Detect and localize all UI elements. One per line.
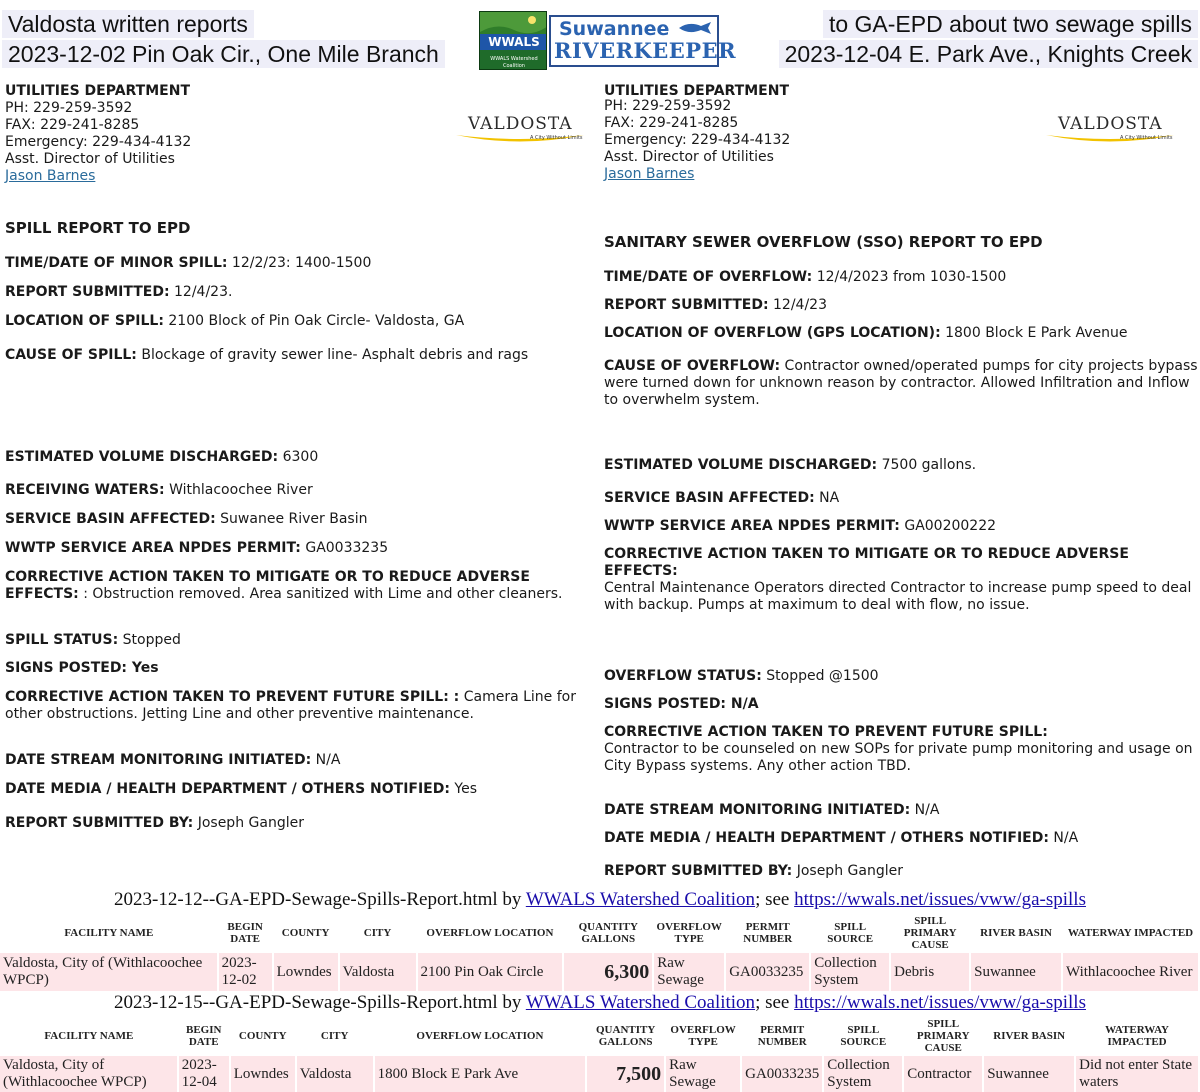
- overflow-type: Raw Sewage: [653, 953, 725, 991]
- monitoring-date: N/A: [910, 802, 940, 818]
- col-header: CITY: [339, 913, 417, 953]
- primary-cause: Contractor: [903, 1056, 983, 1092]
- spill-report-right: UTILITIES DEPARTMENT PH: 229-259-3592 FAX: 229-241-8285 Emergency: 229-434-4132 Asst. Director of Utilities Jason Barnes VALDOSTA A City Without Limits SANITARY SEWER OVERFLOW (SSO) REPORT TO EPD TIME/DATE OF OVERFLOW: 12/4/2023 from 1030-1500 REPORT SUBMITTED: 12/4/23 LOCATION OF OVERFLOW (GPS LOCATION): 1800 Block E Park Avenue CAUSE OF OVERFLOW: Contractor owned/operated pumps for city projects bypass were turned down for unknown reason by contractor. Allowed Infiltration and Inflow to overwhelm system. ESTIMATED VOLUME DISCHARGED: 7500 gallons. SERVICE BASIN AFFECTED: NA WWTP SERVICE AREA NPDES PERMIT: GA00200222 CORRECTIVE ACTION TAKEN TO MITIGATE OR TO REDUCE ADVERSE EFFECTS: Central Maintenance Operators directed Contractor to increase pump speed to deal with backup. Pumps at maximum to deal with flow, no issue. OVERFLOW STATUS: Stopped @1500 SIGNS POSTED: N/A CORRECTIVE ACTION TAKEN TO PREVENT FUTURE SPILL: Contractor to be counseled on new SOPs for private pump monitoring and usage on City Bypass systems. Any other action TBD. DATE STREAM MONITORING INITIATED: N/A DATE MEDIA / HEALTH DEPARTMENT / OTHERS NOTIFIED: N/A REPORT SUBMITTED BY: Joseph Gangler: [604, 83, 1198, 879]
- receiving-waters: Withlacoochee River: [164, 482, 313, 498]
- contact-role: Asst. Director of Utilities: [5, 151, 175, 167]
- col-header: QUANTITY GALLONS: [586, 1016, 665, 1056]
- header-left-line1: Valdosta written reports: [2, 10, 254, 38]
- col-header: CITY: [296, 1016, 374, 1056]
- permit-number: GA0033235: [741, 1056, 823, 1092]
- spill-table: [0, 913, 1200, 991]
- county: Lowndes: [230, 1056, 296, 1092]
- contact-link[interactable]: Jason Barnes: [5, 168, 96, 184]
- col-header: SPILL SOURCE: [810, 913, 890, 953]
- report-title: SPILL REPORT TO EPD: [5, 219, 191, 237]
- valdosta-logo: VALDOSTA A City Without Limits: [1046, 116, 1174, 152]
- quantity-gallons: 7,500: [586, 1056, 665, 1092]
- facility-name: Valdosta, City of (Withlacoochee WPCP): [0, 1056, 178, 1092]
- col-header: SPILL PRIMARY CAUSE: [890, 913, 970, 953]
- river-basin: Suwannee: [970, 953, 1062, 991]
- waterway-impacted: Did not enter State waters: [1075, 1056, 1199, 1092]
- media-notified: Yes: [449, 781, 478, 797]
- col-header: FACILITY NAME: [0, 913, 218, 953]
- volume-discharged: 7500 gallons.: [877, 457, 977, 473]
- fish-icon: [677, 21, 713, 35]
- col-header: WATERWAY IMPACTED: [1075, 1016, 1199, 1056]
- col-header: OVERFLOW LOCATION: [374, 1016, 587, 1056]
- col-header: OVERFLOW TYPE: [665, 1016, 741, 1056]
- overflow-status: Stopped @1500: [761, 668, 879, 684]
- col-header: WATERWAY IMPACTED: [1062, 913, 1199, 953]
- monitoring-date: N/A: [311, 752, 341, 768]
- phone: PH: 229-259-3592: [5, 100, 133, 116]
- spill-report-left: UTILITIES DEPARTMENT PH: 229-259-3592 FAX: 229-241-8285 Emergency: 229-434-4132 Asst. Director of Utilities Jason Barnes VALDOSTA A City Without Limits SPILL REPORT TO EPD TIME/DATE OF MINOR SPILL: 12/2/23: 1400-1500 REPORT SUBMITTED: 12/4/23. LOCATION OF SPILL: 2100 Block of Pin Oak Circle- Valdosta, GA CAUSE OF SPILL: Blockage of gravity sewer line- Asphalt debris and rags ESTIMATED VOLUME DISCHARGED: 6300 RECEIVING WATERS: Withlacoochee River SERVICE BASIN AFFECTED: Suwanee River Basin WWTP SERVICE AREA NPDES PERMIT: GA0033235 CORRECTIVE ACTION TAKEN TO MITIGATE OR TO REDUCE ADVERSE EFFECTS: : Obstruction removed. Area sanitized with Lime and other cleaners. SPILL STATUS: Stopped SIGNS POSTED: Yes CORRECTIVE ACTION TAKEN TO PREVENT FUTURE SPILL: : Camera Line for other obstructions. Jetting Line and other preventive maintenance. DATE STREAM MONITORING INITIATED: N/A DATE MEDIA / HEALTH DEPARTMENT / OTHERS NOTIFIED: Yes REPORT SUBMITTED BY: Joseph Gangler: [5, 83, 583, 831]
- ga-spills-link[interactable]: https://wwals.net/issues/vww/ga-spills: [794, 992, 1086, 1013]
- table-header-row: [0, 913, 1199, 953]
- spill-source: Collection System: [810, 953, 890, 991]
- submitted-date: 12/4/23.: [169, 284, 233, 300]
- npdes-permit: GA00200222: [899, 518, 997, 534]
- service-basin: NA: [814, 490, 840, 506]
- prevention-action: Camera Line for other obstructions. Jetting Line and other preventive maintenance.: [5, 689, 576, 722]
- col-header: SPILL SOURCE: [823, 1016, 903, 1056]
- table-header-row: [0, 1016, 1199, 1056]
- overflow-type: Raw Sewage: [665, 1056, 741, 1092]
- col-header: RIVER BASIN: [983, 1016, 1075, 1056]
- signs-posted: SIGNS POSTED: N/A: [604, 696, 759, 712]
- ga-spills-link[interactable]: https://wwals.net/issues/vww/ga-spills: [794, 889, 1086, 910]
- begin-date: 2023-12-02: [218, 953, 273, 991]
- mitigation-action: : Obstruction removed. Area sanitized with Lime and other cleaners.: [78, 586, 563, 602]
- wwals-link[interactable]: WWALS Watershed Coalition: [525, 992, 756, 1013]
- spill-time: 12/2/23: 1400-1500: [227, 255, 372, 271]
- waterway-impacted: Withlacoochee River: [1062, 953, 1199, 991]
- spill-status: Stopped: [118, 632, 181, 648]
- table-caption: 2023-12-15--GA-EPD-Sewage-Spills-Report.html by WWALS Watershed Coalition; see https://wwals.net/issues/vww/ga-spills: [114, 992, 1086, 1013]
- phone: PH: 229-259-3592: [604, 98, 732, 114]
- media-notified: N/A: [1048, 830, 1079, 846]
- quantity-gallons: 6,300: [563, 953, 653, 991]
- spill-source: Collection System: [823, 1056, 903, 1092]
- begin-date: 2023-12-04: [178, 1056, 230, 1092]
- col-header: RIVER BASIN: [970, 913, 1062, 953]
- header-right-line2: 2023-12-04 E. Park Ave., Knights Creek: [779, 40, 1198, 68]
- valdosta-logo: VALDOSTA A City Without Limits: [456, 116, 584, 152]
- table-row: [0, 1056, 1199, 1092]
- overflow-location: 1800 Block E Park Ave: [374, 1056, 587, 1092]
- col-header: COUNTY: [230, 1016, 296, 1056]
- volume-discharged: 6300: [278, 449, 319, 465]
- primary-cause: Debris: [890, 953, 970, 991]
- col-header: PERMIT NUMBER: [725, 913, 810, 953]
- overflow-location: 2100 Pin Oak Circle: [417, 953, 564, 991]
- submitted-by: Joseph Gangler: [193, 815, 304, 831]
- col-header: SPILL PRIMARY CAUSE: [903, 1016, 983, 1056]
- dept-name: UTILITIES DEPARTMENT: [604, 83, 789, 99]
- submitted-by: Joseph Gangler: [792, 863, 903, 879]
- npdes-permit: GA0033235: [300, 540, 389, 556]
- col-header: QUANTITY GALLONS: [563, 913, 653, 953]
- facility-name: Valdosta, City of (Withlacoochee WPCP): [0, 953, 218, 991]
- spill-table: [0, 1016, 1200, 1092]
- river-basin: Suwannee: [983, 1056, 1075, 1092]
- col-header: PERMIT NUMBER: [741, 1016, 823, 1056]
- col-header: FACILITY NAME: [0, 1016, 178, 1056]
- col-header: OVERFLOW LOCATION: [417, 913, 564, 953]
- city: Valdosta: [296, 1056, 374, 1092]
- wwals-logo: WWALS WWALS Watershed Coalition: [479, 11, 547, 70]
- fax: FAX: 229-241-8285: [5, 117, 140, 133]
- spill-location: 2100 Block of Pin Oak Circle- Valdosta, GA: [163, 313, 465, 329]
- col-header: BEGIN DATE: [178, 1016, 230, 1056]
- table-row: [0, 953, 1199, 991]
- dept-name: UTILITIES DEPARTMENT: [5, 83, 190, 99]
- submitted-date: 12/4/23: [768, 297, 827, 313]
- overflow-location: 1800 Block E Park Avenue: [940, 325, 1128, 341]
- permit-number: GA0033235: [725, 953, 810, 991]
- overflow-cause: Contractor owned/operated pumps for city projects bypass were turned down for unknown reason by contractor. Allowed Infiltration and Inflow to overwhelm system.: [604, 358, 1198, 408]
- fax: FAX: 229-241-8285: [604, 115, 739, 131]
- riverkeeper-logo: Suwannee RIVERKEEPER: [549, 15, 719, 67]
- wwals-scene-icon: [480, 12, 547, 34]
- emergency-phone: Emergency: 229-434-4132: [604, 132, 791, 148]
- spill-cause: Blockage of gravity sewer line- Asphalt debris and rags: [136, 347, 529, 363]
- header-left-line2: 2023-12-02 Pin Oak Cir., One Mile Branch: [2, 40, 445, 68]
- overflow-time: 12/4/2023 from 1030-1500: [812, 269, 1007, 285]
- service-basin: Suwanee River Basin: [215, 511, 368, 527]
- report-title: SANITARY SEWER OVERFLOW (SSO) REPORT TO EPD: [604, 233, 1043, 251]
- contact-role: Asst. Director of Utilities: [604, 149, 774, 165]
- table-caption: 2023-12-12--GA-EPD-Sewage-Spills-Report.html by WWALS Watershed Coalition; see https://wwals.net/issues/vww/ga-spills: [114, 889, 1086, 910]
- wwals-riverkeeper-logo: [479, 11, 737, 70]
- contact-link[interactable]: Jason Barnes: [604, 166, 695, 182]
- header-right-line1: to GA-EPD about two sewage spills: [823, 10, 1198, 38]
- emergency-phone: Emergency: 229-434-4132: [5, 134, 192, 150]
- city: Valdosta: [339, 953, 417, 991]
- prevention-action: Contractor to be counseled on new SOPs for private pump monitoring and usage on City Bypass systems. Any other action TBD.: [604, 741, 1193, 774]
- signs-posted: Yes: [127, 660, 159, 676]
- wwals-link[interactable]: WWALS Watershed Coalition: [525, 889, 756, 910]
- col-header: OVERFLOW TYPE: [653, 913, 725, 953]
- col-header: BEGIN DATE: [218, 913, 273, 953]
- county: Lowndes: [273, 953, 339, 991]
- mitigation-action: Central Maintenance Operators directed Contractor to increase pump speed to deal with backup. Pumps at maximum to deal with flow, no issue.: [604, 580, 1192, 613]
- col-header: COUNTY: [273, 913, 339, 953]
